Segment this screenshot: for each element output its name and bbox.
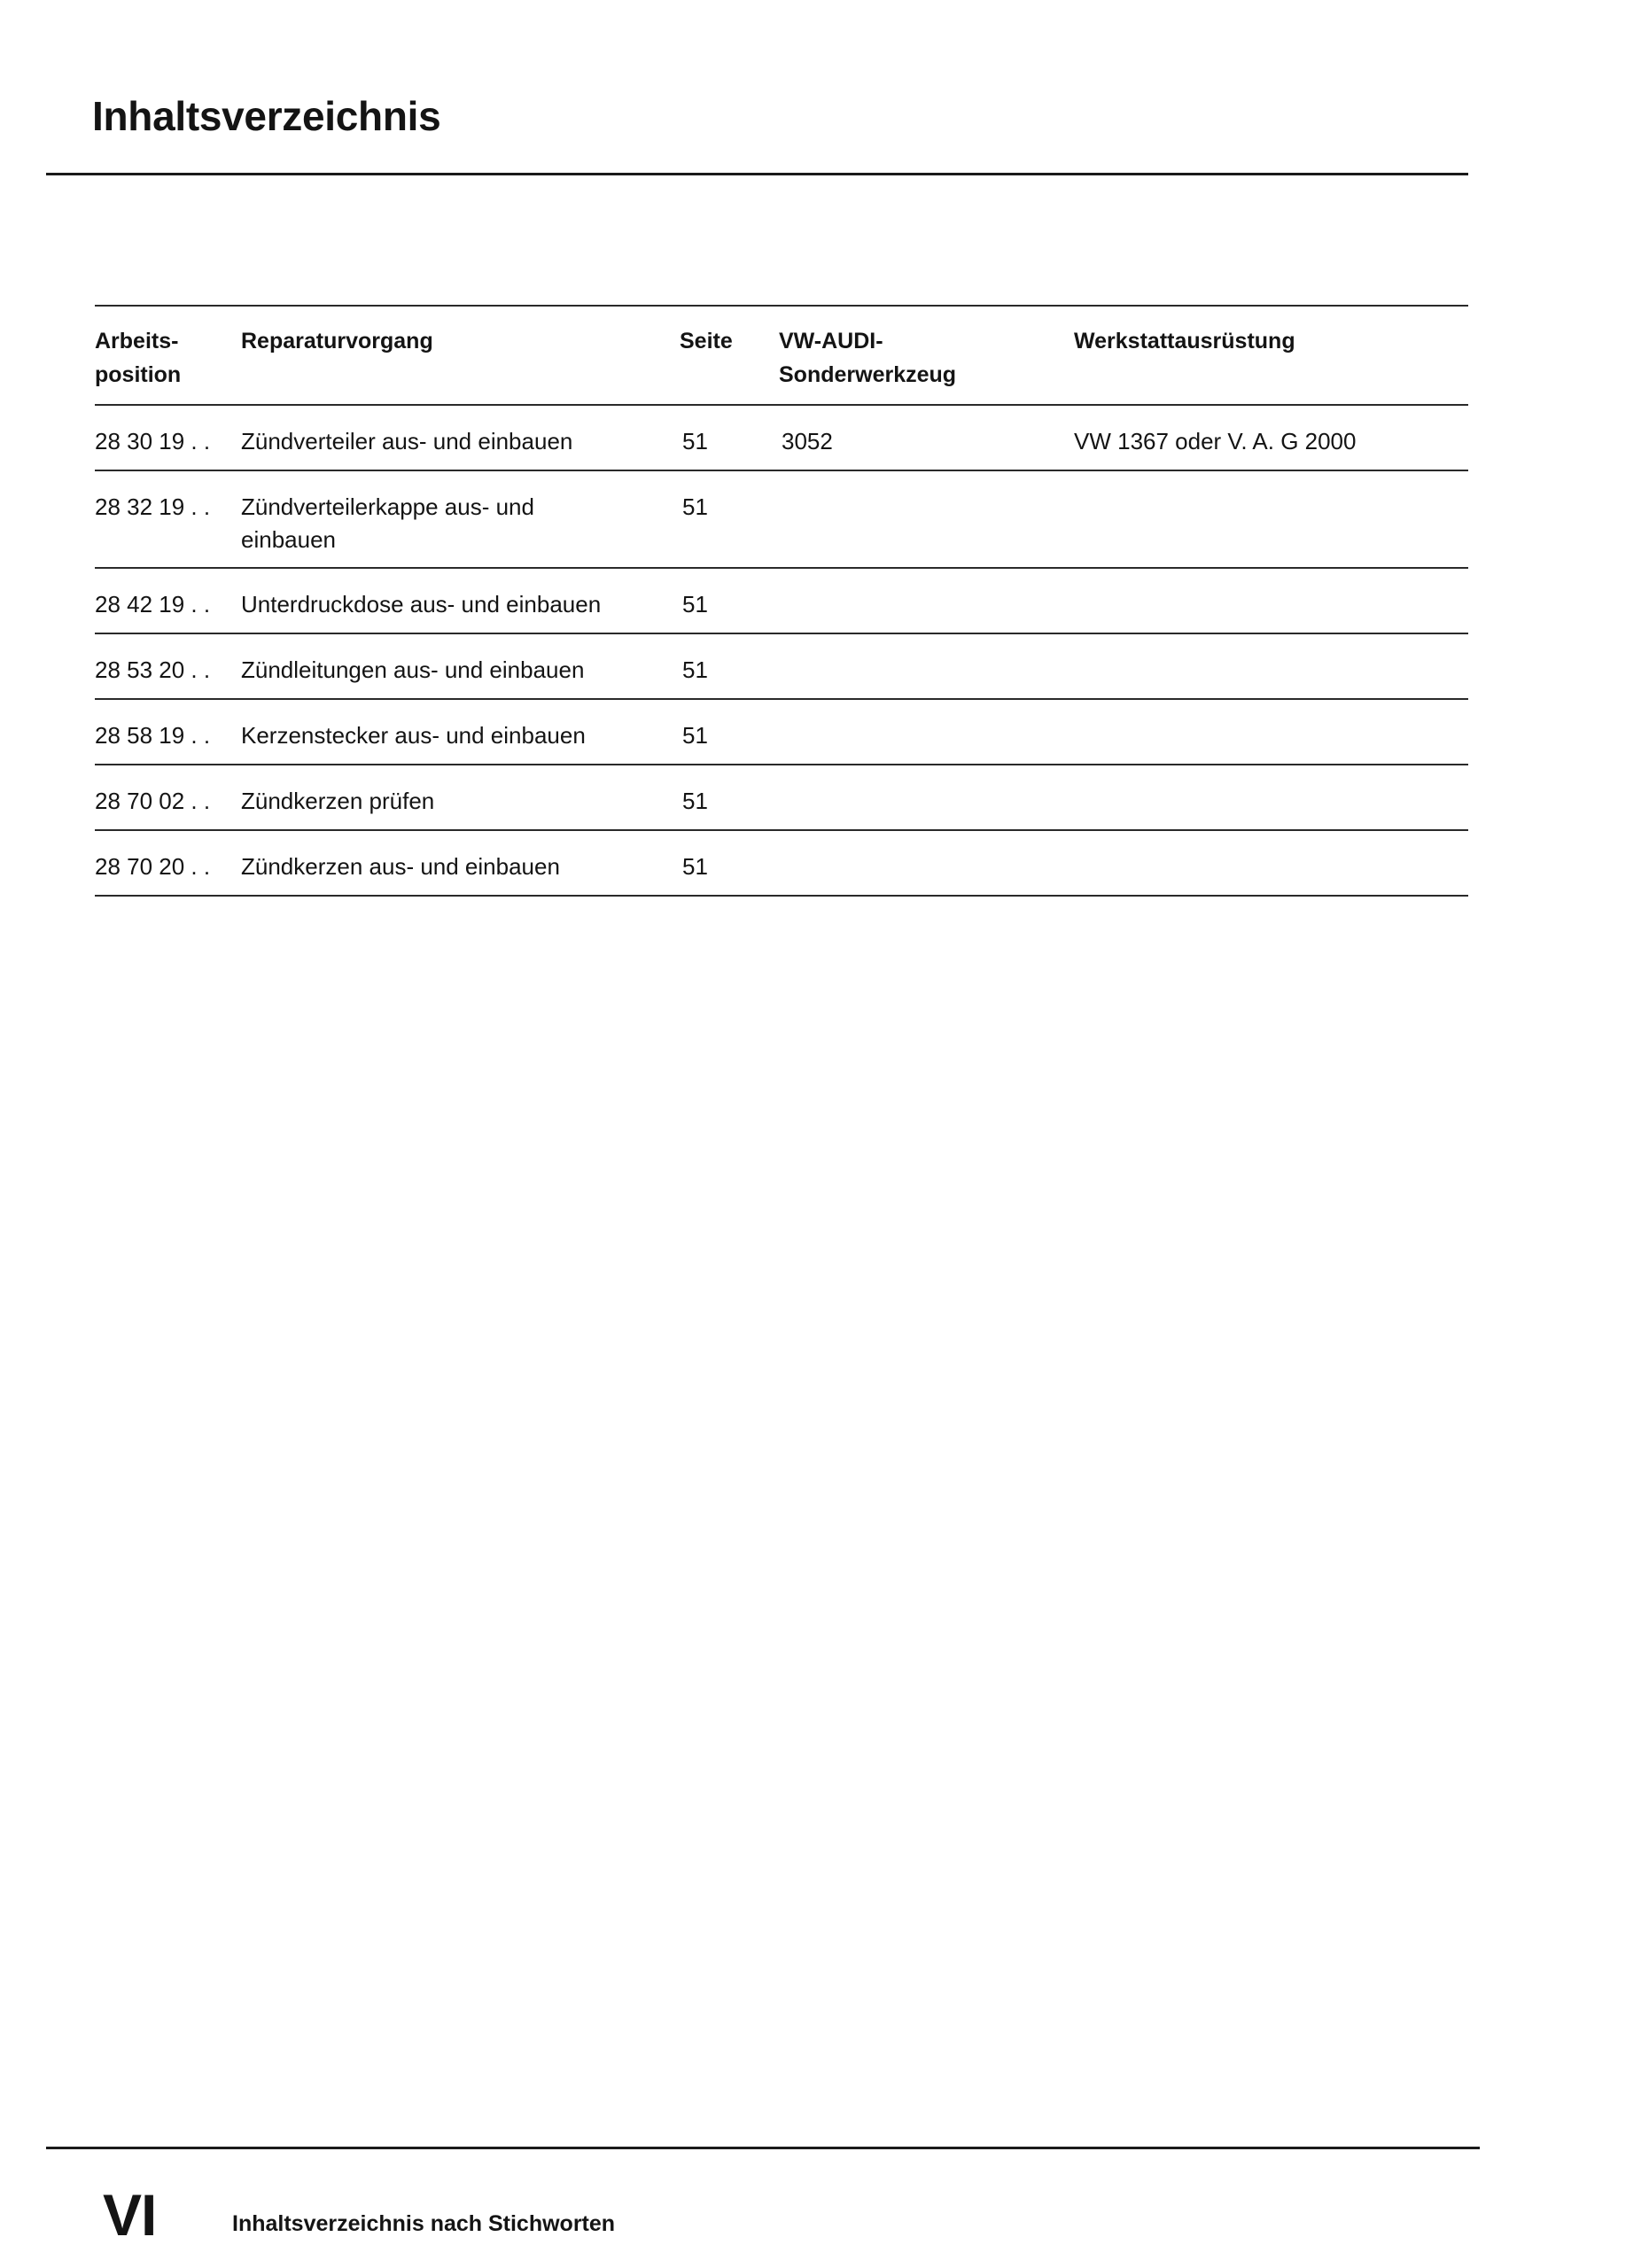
row-page: 51 — [682, 853, 708, 880]
row-position: 28 30 19 . . — [95, 428, 211, 454]
row-equipment: VW 1367 oder V. A. G 2000 — [1074, 428, 1357, 454]
header-task: Reparaturvorgang — [241, 329, 433, 353]
footer-divider — [46, 2147, 1480, 2149]
row-task: Zündverteilerkappe aus- und einbauen — [241, 493, 534, 553]
row-position: 28 53 20 . . — [95, 656, 211, 683]
header-page: Seite — [680, 329, 733, 353]
table-row — [95, 698, 1468, 764]
row-tool: 3052 — [782, 428, 833, 454]
row-position: 28 70 02 . . — [95, 788, 211, 814]
toc-table — [95, 305, 1468, 897]
table-row — [95, 470, 1468, 567]
row-page: 51 — [682, 722, 708, 749]
row-position: 28 70 20 . . — [95, 853, 211, 880]
header-equipment: Werkstattausrüstung — [1074, 329, 1295, 353]
row-page: 51 — [682, 428, 708, 454]
table-row — [95, 764, 1468, 829]
table-header-row — [95, 305, 1468, 404]
footer-section-title: Inhaltsverzeichnis nach Stichworten — [232, 2211, 616, 2236]
table-row — [95, 829, 1468, 897]
row-position: 28 32 19 . . — [95, 493, 211, 520]
row-page: 51 — [682, 591, 708, 617]
row-page: 51 — [682, 656, 708, 683]
header-position: Arbeits- position — [95, 329, 182, 387]
row-position: 28 42 19 . . — [95, 591, 211, 617]
row-page: 51 — [682, 493, 708, 520]
header-tool: VW-AUDI- Sonderwerkzeug — [779, 329, 957, 387]
table-row — [95, 567, 1468, 633]
row-task: Unterdruckdose aus- und einbauen — [241, 591, 602, 617]
row-position: 28 58 19 . . — [95, 722, 211, 749]
row-task: Zündleitungen aus- und einbauen — [241, 656, 585, 683]
footer-page-number: VI — [103, 2182, 157, 2248]
title-divider — [46, 173, 1468, 175]
row-task: Zündkerzen prüfen — [241, 788, 435, 814]
row-task: Zündkerzen aus- und einbauen — [241, 853, 560, 880]
row-page: 51 — [682, 788, 708, 814]
table-row — [95, 404, 1468, 470]
row-task: Kerzenstecker aus- und einbauen — [241, 722, 586, 749]
page-title: Inhaltsverzeichnis — [92, 93, 441, 139]
table-row — [95, 633, 1468, 698]
row-task: Zündverteiler aus- und einbauen — [241, 428, 573, 454]
